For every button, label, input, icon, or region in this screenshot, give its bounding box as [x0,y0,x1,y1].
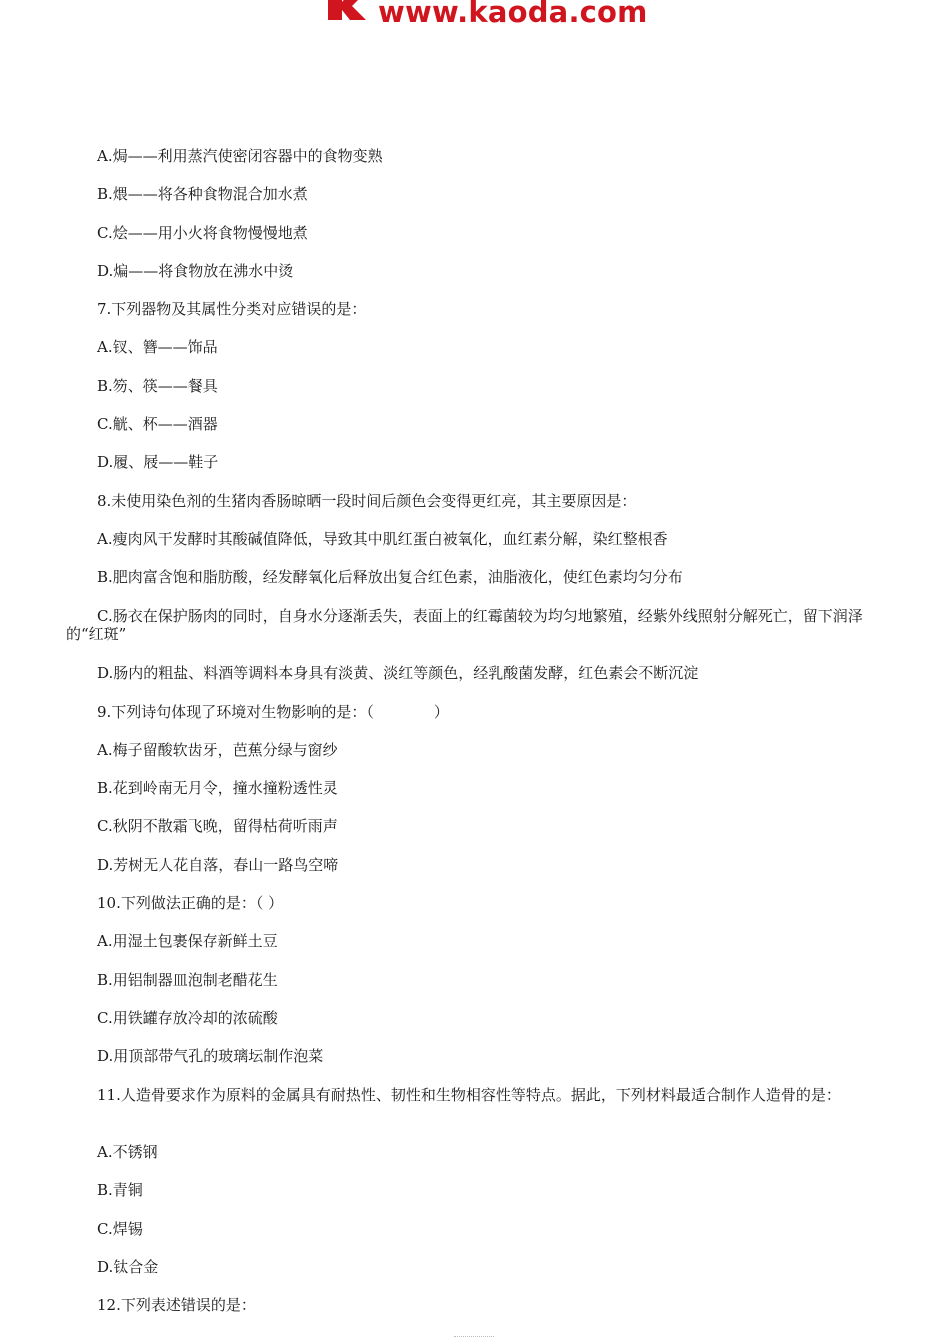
footer-divider [454,1336,494,1340]
q7-option-d: D.履、屐——鞋子 [97,453,219,471]
q10-option-a: A.用湿土包裹保存新鲜土豆 [97,932,278,950]
q9-option-d: D.芳树无人花自落，春山一路鸟空啼 [97,856,339,874]
q7-option-a: A.钗、簪——饰品 [97,338,218,356]
q11-option-b: B.青铜 [97,1181,143,1199]
q8-option-a: A.瘦肉风干发酵时其酸碱值降低，导致其中肌红蛋白被氧化，血红素分解，染红整根香 [97,530,668,548]
q11-option-a: A.不锈钢 [97,1143,158,1161]
q11-option-c: C.焊锡 [97,1220,143,1238]
q7-option-c: C.觥、杯——酒器 [97,415,218,433]
kaoda-k-logo-icon [322,0,378,20]
q8-option-c: C.肠衣在保护肠肉的同时，自身水分逐渐丢失，表面上的红霉菌较为均匀地繁殖，经紫外线照射分解死亡，留下润泽的“红斑” [66,607,863,643]
q11-option-d: D.钛合金 [97,1258,159,1276]
q6-option-b: B.煨——将各种食物混合加水煮 [97,185,308,203]
q10-option-d: D.用顶部带气孔的玻璃坛制作泡菜 [97,1047,324,1065]
q8-option-b: B.肥肉富含饱和脂肪酸，经发酵氧化后释放出复合红色素，油脂液化，使红色素均匀分布 [97,568,683,586]
q7-option-b: B.笏、筷——餐具 [97,377,218,395]
q10-option-c: C.用铁罐存放冷却的浓硫酸 [97,1009,278,1027]
q8-question: 8.未使用染色剂的生猪肉香肠晾晒一段时间后颜色会变得更红亮，其主要原因是： [97,492,637,510]
q10-option-b: B.用铝制器皿泡制老醋花生 [97,971,278,989]
q9-option-c: C.秋阴不散霜飞晚，留得枯荷听雨声 [97,817,338,835]
q9-option-a: A.梅子留酸软齿牙，芭蕉分绿与窗纱 [97,741,338,759]
site-logo[interactable] [318,0,648,34]
logo-url-text: www.kaoda.com [378,0,648,29]
q8-option-d: D.肠内的粗盐、料酒等调料本身具有淡黄、淡红等颜色，经乳酸菌发酵，红色素会不断沉淀 [97,664,699,682]
q7-question: 7.下列器物及其属性分类对应错误的是： [97,300,367,318]
q6-option-d: D.煸——将食物放在沸水中烫 [97,262,294,280]
q9-question: 9.下列诗句体现了环境对生物影响的是：（ ） [97,703,449,721]
q11-question: 11.人造骨要求作为原料的金属具有耐热性、韧性和生物相容性等特点。据此，下列材料最适合制作人造骨的是： [97,1086,841,1104]
q6-option-c: C.烩——用小火将食物慢慢地煮 [97,224,308,242]
q6-option-a: A.焗——利用蒸汽使密闭容器中的食物变熟 [97,147,383,165]
q10-question: 10.下列做法正确的是：（ ） [97,894,284,912]
q9-option-b: B.花到岭南无月令，撞水撞粉透性灵 [97,779,338,797]
q12-question: 12.下列表述错误的是： [97,1296,256,1314]
